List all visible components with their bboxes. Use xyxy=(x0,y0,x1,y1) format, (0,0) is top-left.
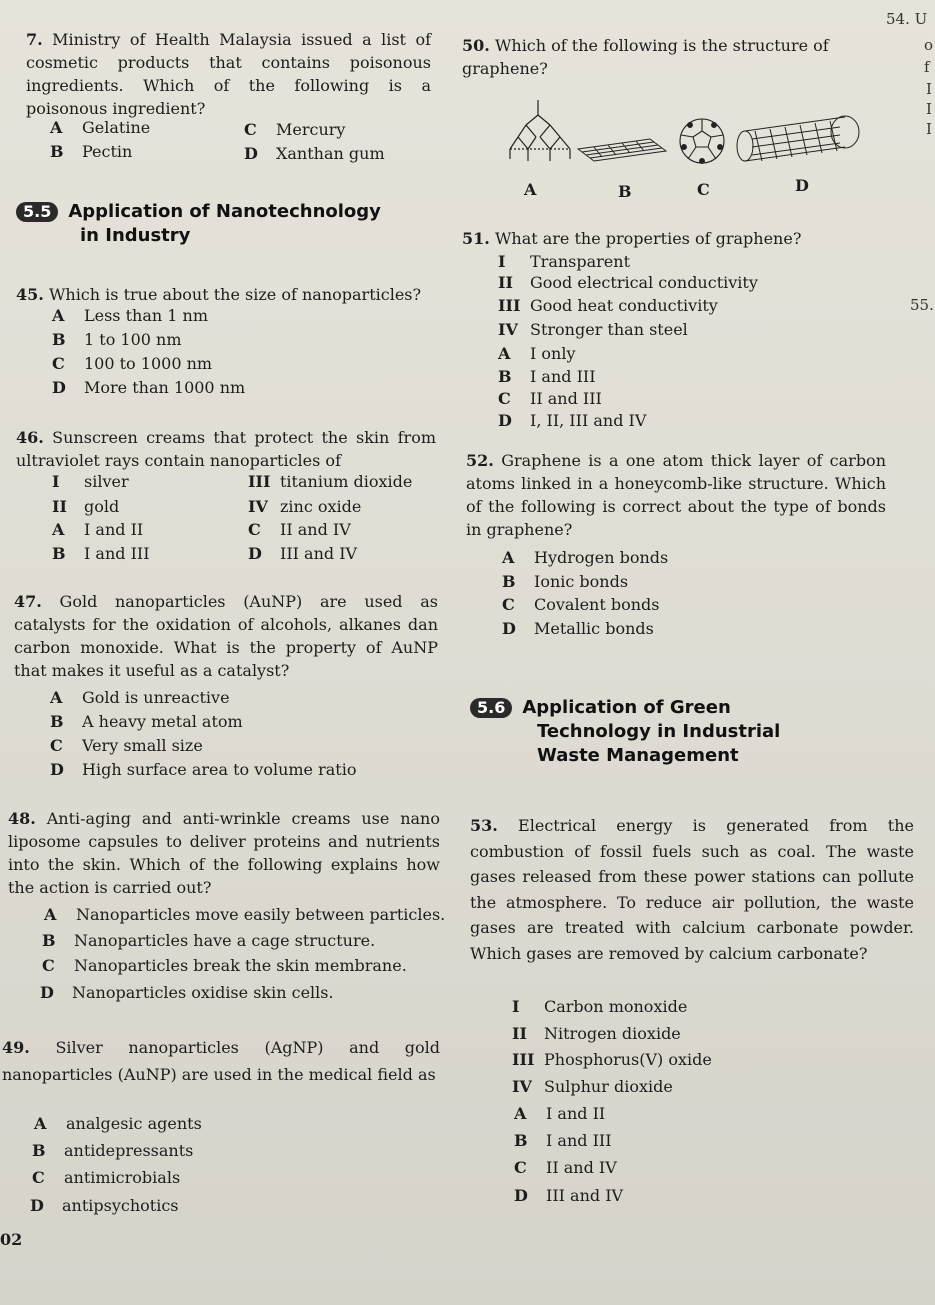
edge-fragment-5: I xyxy=(926,120,932,138)
edge-fragment-4: I xyxy=(926,100,932,118)
structure-label-d: D xyxy=(795,176,809,195)
q45-option-c: C 100 to 1000 nm xyxy=(52,354,213,373)
q53-stem: 53. Electrical energy is generated from the combustion of fossil fuels such as coal. The waste gases released from these power stations can pollute the atmosphere. To reduce air pollution, the waste gases are treated with calcium carbonate powder. Which gases are removed by calcium carbonate? xyxy=(470,816,914,963)
q48-option-b: B Nanoparticles have a cage structure. xyxy=(42,931,376,950)
q46-option-c: C II and IV xyxy=(248,520,351,539)
q51-stem: 51. What are the properties of graphene? xyxy=(462,229,802,248)
edge-q55-number: 55. xyxy=(910,296,934,314)
q52-option-b: B Ionic bonds xyxy=(502,572,629,591)
q45-option-a: A Less than 1 nm xyxy=(52,306,209,325)
q51-item-1: I Transparent xyxy=(498,252,631,271)
q46-item-1: I silver xyxy=(52,472,129,491)
prev-question xyxy=(26,28,431,120)
prev-question-text: Ministry of Health Malaysia issued a list of cosmetic products that contains poisonous ingredients. Which of the following is a poisonous ingredient? xyxy=(26,30,431,118)
edge-q54-number: 54. U xyxy=(886,10,928,28)
structure-d-nanotube-icon xyxy=(737,116,859,161)
section-5-6-heading: 5.6 Application of Green Technology in Industrial Waste Management xyxy=(470,696,870,768)
section-5-6-badge: 5.6 xyxy=(470,698,512,718)
graphene-structures-figure xyxy=(490,95,880,170)
q53-option-b: B I and III xyxy=(514,1131,612,1150)
q53-item-2: II Nitrogen dioxide xyxy=(512,1024,681,1043)
q50-stem: 50. Which of the following is the structure of graphene? xyxy=(462,36,829,78)
prev-option-c: C Mercury xyxy=(244,120,346,139)
q53-option-a: A I and II xyxy=(514,1104,606,1123)
q49-stem: 49. Silver nanoparticles (AgNP) and gold nanoparticles (AuNP) are used in the medical field as xyxy=(2,1038,441,1084)
q45-stem: 45. Which is true about the size of nanoparticles? xyxy=(16,285,422,304)
structure-b-sheet-icon xyxy=(578,139,666,161)
q48-option-c: C Nanoparticles break the skin membrane. xyxy=(42,956,407,975)
structure-label-a: A xyxy=(524,180,537,199)
q48-option-d: D Nanoparticles oxidise skin cells. xyxy=(40,983,334,1002)
q49-option-d: D antipsychotics xyxy=(30,1196,179,1215)
q47-option-c: C Very small size xyxy=(50,736,203,755)
q53-item-1: I Carbon monoxide xyxy=(512,997,688,1016)
prev-option-a: A Gelatine xyxy=(50,118,151,137)
structure-c-buckyball-icon xyxy=(680,119,724,163)
q48-option-a: A Nanoparticles move easily between particles. xyxy=(44,905,446,924)
q46-stem: 46. Sunscreen creams that protect the skin from ultraviolet rays contain nanoparticles of xyxy=(16,428,436,470)
q53-item-4: IV Sulphur dioxide xyxy=(512,1077,673,1096)
q48-stem: 48. Anti-aging and anti-wrinkle creams use nano liposome capsules to deliver proteins and nutrients into the skin. Which of the following explains how the action is carried out? xyxy=(8,809,440,897)
q52-stem: 52. Graphene is a one atom thick layer of carbon atoms linked in a honeycomb-like structure. Which of the following is correct about the type of bonds in graphene? xyxy=(466,451,886,539)
structure-label-b: B xyxy=(618,182,632,201)
q53-option-d: D III and IV xyxy=(514,1186,624,1205)
section-5-5-heading: 5.5 Application of Nanotechnology in Industry xyxy=(16,200,436,248)
q47-option-b: B A heavy metal atom xyxy=(50,712,243,731)
q49-option-c: C antimicrobials xyxy=(32,1168,181,1187)
section-5-5-badge: 5.5 xyxy=(16,202,58,222)
q46-option-b: B I and III xyxy=(52,544,150,563)
prev-option-b: B Pectin xyxy=(50,142,133,161)
prev-option-d: D Xanthan gum xyxy=(244,144,385,163)
q46-item-2: II gold xyxy=(52,497,120,516)
structure-label-c: C xyxy=(697,180,710,199)
q51-item-2: II Good electrical conductivity xyxy=(498,273,758,292)
q53-item-3: III Phosphorus(V) oxide xyxy=(512,1050,712,1069)
q52-option-a: A Hydrogen bonds xyxy=(502,548,669,567)
q52-option-d: D Metallic bonds xyxy=(502,619,654,638)
q53-option-c: C II and IV xyxy=(514,1158,617,1177)
q46-item-4: IV zinc oxide xyxy=(248,497,362,516)
edge-fragment-1: o xyxy=(924,36,934,54)
q49-option-a: A analgesic agents xyxy=(34,1114,202,1133)
edge-fragment-2: f xyxy=(924,58,930,76)
q51-option-b: B I and III xyxy=(498,367,596,386)
q51-option-a: A I only xyxy=(498,344,576,363)
q51-item-3: III Good heat conductivity xyxy=(498,296,718,315)
q51-option-d: D I, II, III and IV xyxy=(498,411,647,430)
page-number: 02 xyxy=(0,1230,23,1249)
q46-option-d: D III and IV xyxy=(248,544,358,563)
q45-option-b: B 1 to 100 nm xyxy=(52,330,182,349)
q51-option-c: C II and III xyxy=(498,389,602,408)
q47-option-a: A Gold is unreactive xyxy=(50,688,230,707)
q47-stem: 47. Gold nanoparticles (AuNP) are used as catalysts for the oxidation of alcohols, alkanes dan carbon monoxide. What is the property of AuNP that makes it useful as a catalyst? xyxy=(14,592,438,680)
q46-item-3: III titanium dioxide xyxy=(248,472,413,491)
structure-a-diamond-icon xyxy=(510,100,570,161)
prev-question-number: 7. xyxy=(26,30,43,49)
q45-option-d: D More than 1000 nm xyxy=(52,378,246,397)
q52-option-c: C Covalent bonds xyxy=(502,595,660,614)
q49-option-b: B antidepressants xyxy=(32,1141,194,1160)
q46-option-a: A I and II xyxy=(52,520,144,539)
q51-item-4: IV Stronger than steel xyxy=(498,320,688,339)
edge-fragment-3: I xyxy=(926,80,932,98)
q47-option-d: D High surface area to volume ratio xyxy=(50,760,357,779)
